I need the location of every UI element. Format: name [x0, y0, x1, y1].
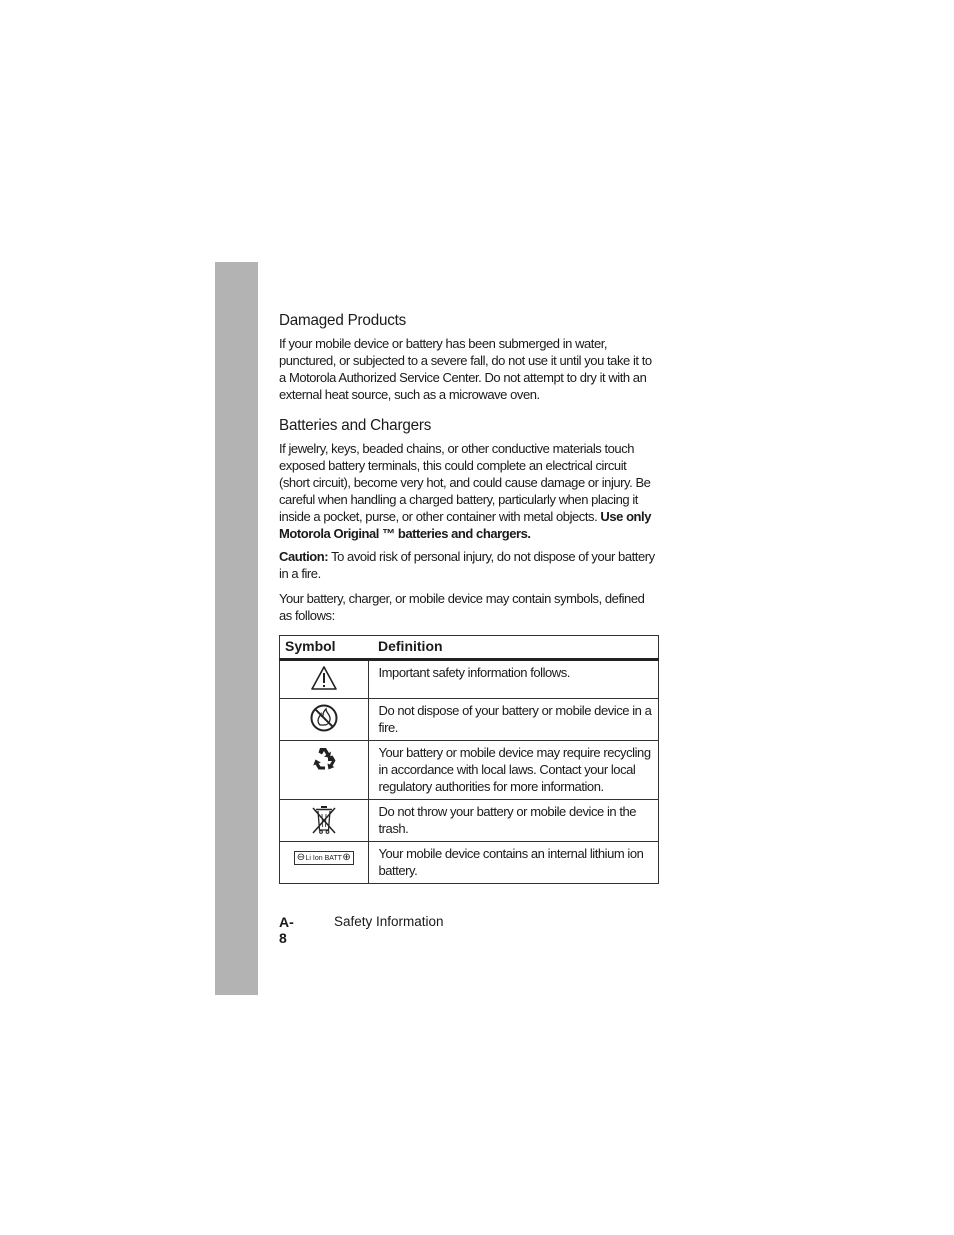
symbols-intro: Your battery, charger, or mobile device may contain symbols, defined as follows: [279, 591, 645, 623]
definition-text: Do not dispose of your battery or mobile device in a fire. [368, 699, 659, 741]
section-title: Safety Information [334, 914, 444, 929]
plus-terminal-icon: ⊕ [342, 852, 351, 863]
symbol-table [279, 635, 659, 884]
caution-label: Caution: [279, 549, 329, 564]
crossed-trash-bin-icon [309, 804, 339, 836]
no-fire-icon [309, 703, 339, 733]
table-row [280, 699, 659, 741]
page-content [279, 312, 659, 884]
side-tab-bar [215, 262, 258, 995]
definition-column-header: Definition [368, 636, 659, 660]
li-ion-battery-icon [294, 851, 354, 865]
caution-text [279, 548, 659, 582]
definition-text: Do not throw your battery or mobile device in the trash. [368, 800, 659, 842]
definition-text: Important safety information follows. [368, 660, 659, 699]
table-row [280, 741, 659, 800]
caution-body: To avoid risk of personal injury, do not dispose of your battery in a fire. [279, 549, 655, 581]
damaged-products-text: If your mobile device or battery has been submerged in water, punctured, or subjected to a severe fall, do not use it until you take it to a Motorola Authorized Service Center. Do not attempt to dry it with an external heat source, such as a microwave oven. [279, 336, 652, 402]
definition-text: Your mobile device contains an internal lithium ion battery. [368, 842, 659, 884]
damaged-products-heading: Damaged Products [279, 312, 407, 329]
symbol-column-header: Symbol [280, 636, 369, 660]
definition-text: Your battery or mobile device may require recycling in accordance with local laws. Contact your local regulatory authorities for more information. [368, 741, 659, 800]
table-row [280, 660, 659, 699]
page-number: A-8 [279, 914, 294, 946]
batteries-chargers-text [279, 440, 659, 542]
batteries-body: If jewelry, keys, beaded chains, or other conductive materials touch exposed battery terminals, this could complete an electrical circuit (short circuit), become very hot, and could cause damage or injury. Be careful when handling a charged battery, particularly when placing it inside a pocket, purse, or other container with metal objects. [279, 441, 651, 524]
battery-icon-label: Li Ion BATT [305, 854, 342, 862]
warning-triangle-icon [310, 665, 338, 691]
minus-terminal-icon: ⊖ [296, 852, 306, 863]
recycle-icon [310, 745, 338, 773]
batteries-chargers-heading: Batteries and Chargers [279, 417, 432, 434]
batteries-body-bold: Use only Motorola Original ™ batteries and chargers. [279, 509, 651, 541]
table-row [280, 842, 659, 884]
table-header-row [280, 636, 659, 660]
table-row [280, 800, 659, 842]
